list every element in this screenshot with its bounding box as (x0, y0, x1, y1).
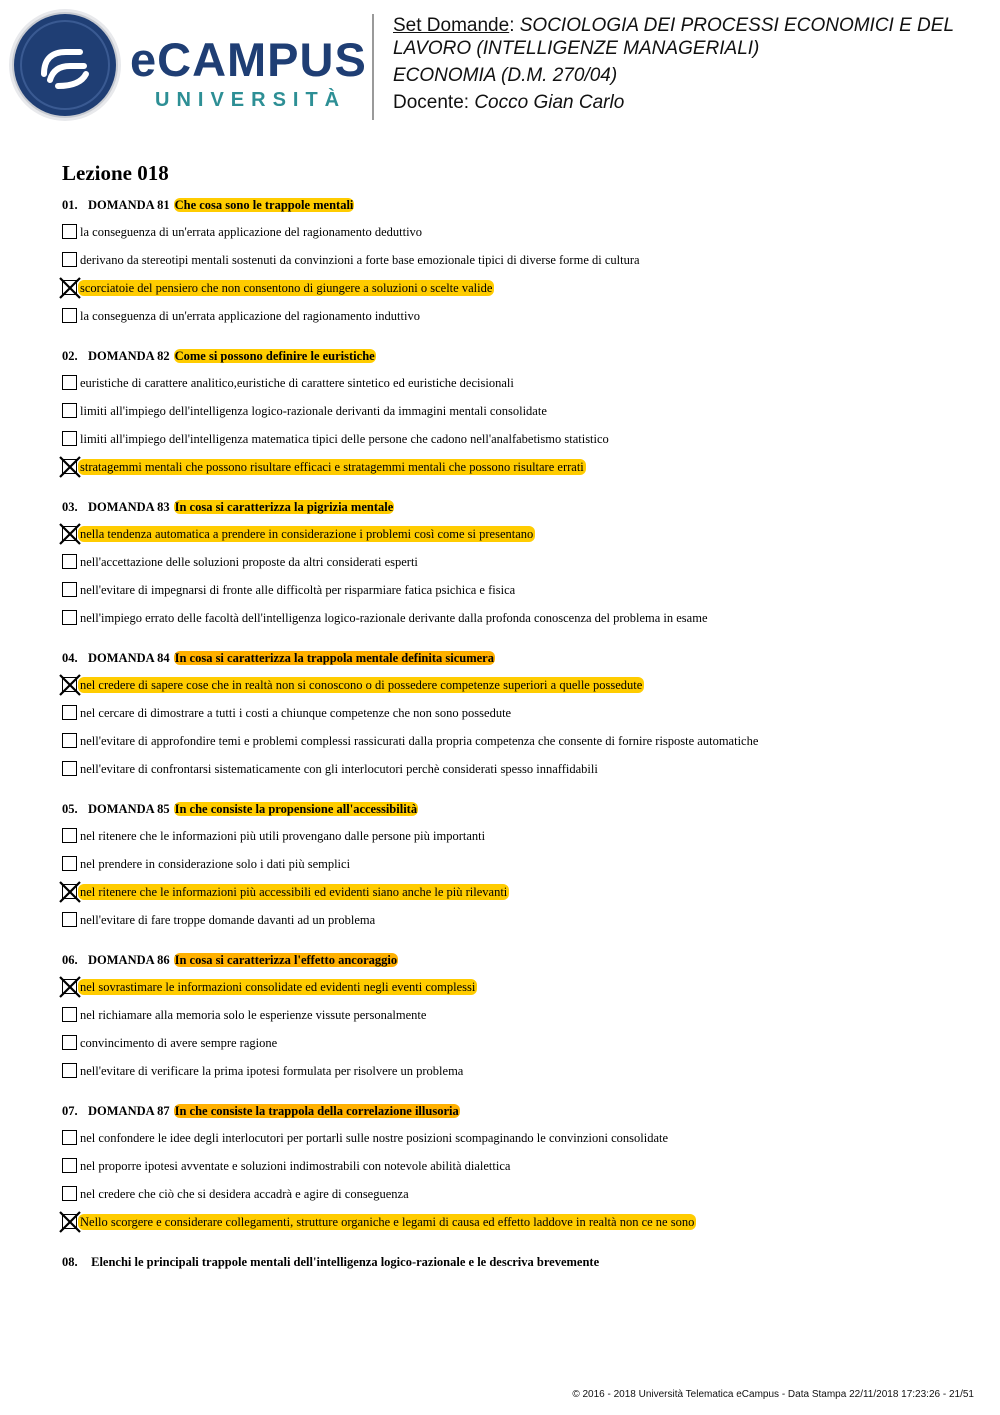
page-header (0, 0, 1000, 130)
checkbox-icon[interactable] (62, 403, 77, 418)
checked-checkbox-icon[interactable] (62, 884, 77, 899)
checkbox-icon[interactable] (62, 431, 77, 446)
question-number: 03. (62, 500, 78, 514)
checkbox-icon[interactable] (62, 828, 77, 843)
checkbox-icon[interactable] (62, 375, 77, 390)
question-text: In che consiste la trappola della correlazione illusoria (174, 1104, 459, 1118)
option-text: Nello scorgere e considerare collegamenti, strutture organiche e legami di causa ed effetto laddove in realtà non ce ne sono (80, 1215, 695, 1229)
question-number: 04. (62, 651, 78, 665)
question-label: DOMANDA 87 (88, 1104, 170, 1118)
checked-checkbox-icon[interactable] (62, 1214, 77, 1229)
checkbox-icon[interactable] (62, 610, 77, 625)
checkbox-icon[interactable] (62, 252, 77, 267)
checked-checkbox-icon[interactable] (62, 979, 77, 994)
checked-checkbox-icon[interactable] (62, 677, 77, 692)
checkbox-icon[interactable] (62, 733, 77, 748)
question-4 (62, 651, 495, 666)
checkbox-icon[interactable] (62, 224, 77, 239)
question-text: In che consiste la propensione all'accessibilità (174, 802, 418, 816)
checkbox-icon[interactable] (62, 582, 77, 597)
question-number: 02. (62, 349, 78, 363)
option-text: nel credere che ciò che si desidera accadrà e agire di conseguenza (80, 1187, 409, 1201)
question-7 (62, 1104, 460, 1119)
question-text: In cosa si caratterizza la trappola mentale definita sicumera (174, 651, 494, 665)
page-footer: © 2016 - 2018 Università Telematica eCampus - Data Stampa 22/11/2018 17:23:26 - 21/51 (572, 1389, 974, 1400)
option-text: nell'evitare di impegnarsi di fronte alle difficoltà per risparmiare fatica psichica e fisica (80, 583, 516, 597)
brand-name: eCAMPUS (130, 33, 367, 86)
question-5 (62, 802, 418, 817)
question-label: DOMANDA 81 (88, 198, 170, 212)
question-text: Che cosa sono le trappole mentali (174, 198, 354, 212)
question-3 (62, 500, 394, 515)
option-text: scorciatoie del pensiero che non consentono di giungere a soluzioni o scelte valide (80, 281, 493, 295)
checkbox-icon[interactable] (62, 912, 77, 927)
question-number: 07. (62, 1104, 78, 1118)
option-text: limiti all'impiego dell'intelligenza matematica tipici delle persone che cadono nell'analfabetismo statistico (80, 432, 609, 446)
option-text: nel proporre ipotesi avventate e soluzioni indimostrabili con notevole abilità dialettica (80, 1159, 511, 1173)
question-number: 06. (62, 953, 78, 967)
checkbox-icon[interactable] (62, 1007, 77, 1022)
question-label: DOMANDA 82 (88, 349, 170, 363)
option-text: nell'evitare di fare troppe domande davanti ad un problema (80, 913, 376, 927)
question-2 (62, 349, 376, 364)
option-text: nel prendere in considerazione solo i dati più semplici (80, 857, 351, 871)
teacher-label: Docente: (393, 92, 475, 113)
option-text: nel sovrastimare le informazioni consolidate ed evidenti negli eventi complessi (80, 980, 476, 994)
option-text: la conseguenza di un'errata applicazione del ragionamento deduttivo (80, 225, 423, 239)
option-text: nell'accettazione delle soluzioni proposte da altri considerati esperti (80, 555, 418, 569)
checkbox-icon[interactable] (62, 705, 77, 720)
brand-subtitle: UNIVERSITÀ (155, 89, 347, 111)
checkbox-icon[interactable] (62, 1063, 77, 1078)
ecampus-logo-icon (14, 14, 116, 116)
option-text: nel cercare di dimostrare a tutti i costi a chiunque competenze che non sono possedute (80, 706, 512, 720)
checkbox-icon[interactable] (62, 308, 77, 323)
checked-checkbox-icon[interactable] (62, 459, 77, 474)
course-title-line2: LAVORO (INTELLIGENZE MANAGERIALI) (393, 38, 760, 59)
open-question (62, 1255, 599, 1270)
question-text: Come si possono definire le euristiche (174, 349, 375, 363)
question-number: 08. (62, 1255, 78, 1269)
course-degree: ECONOMIA (D.M. 270/04) (393, 65, 618, 86)
question-1 (62, 198, 354, 213)
option-text: nell'evitare di verificare la prima ipotesi formulata per risolvere un problema (80, 1064, 464, 1078)
course-info (393, 14, 993, 114)
option-text: nel richiamare alla memoria solo le esperienze vissute personalmente (80, 1008, 427, 1022)
question-6 (62, 953, 398, 968)
question-number: 01. (62, 198, 78, 212)
option-text: derivano da stereotipi mentali sostenuti da convinzioni a forte base emozionale tipici di diverse forme di cultura (80, 253, 640, 267)
checked-checkbox-icon[interactable] (62, 280, 77, 295)
option-text: nel credere di sapere cose che in realtà non si conoscono o di possedere competenze superiori a quelle possedute (80, 678, 643, 692)
question-label: DOMANDA 85 (88, 802, 170, 816)
checkbox-icon[interactable] (62, 856, 77, 871)
question-text: Elenchi le principali trappole mentali dell'intelligenza logico-razionale e le descriva brevemente (91, 1255, 600, 1269)
option-text: nell'impiego errato delle facoltà dell'intelligenza logico-razionale derivante dalla profonda conoscenza del problema in esame (80, 611, 708, 625)
set-separator: : (509, 15, 515, 36)
option-text: nel ritenere che le informazioni più accessibili ed evidenti siano anche le più rilevanti (80, 885, 508, 899)
question-number: 05. (62, 802, 78, 816)
checkbox-icon[interactable] (62, 761, 77, 776)
question-text: In cosa si caratterizza la pigrizia mentale (174, 500, 394, 514)
option-text: nella tendenza automatica a prendere in considerazione i problemi così come si presentano (80, 527, 534, 541)
checkbox-icon[interactable] (62, 1186, 77, 1201)
question-label: DOMANDA 83 (88, 500, 170, 514)
option-text: nel confondere le idee degli interlocutori per portarli sulle nostre posizioni scompaginando le convinzioni consolidate (80, 1131, 669, 1145)
option-text: limiti all'impiego dell'intelligenza logico-razionale derivanti da immagini mentali consolidate (80, 404, 547, 418)
option-text: euristiche di carattere analitico,euristiche di carattere sintetico ed euristiche decisionali (80, 376, 514, 390)
checked-checkbox-icon[interactable] (62, 526, 77, 541)
checkbox-icon[interactable] (62, 1158, 77, 1173)
question-label: DOMANDA 84 (88, 651, 170, 665)
header-divider (372, 14, 374, 120)
option-text: stratagemmi mentali che possono risultare efficaci e stratagemmi mentali che possono risultare errati (80, 460, 584, 474)
course-title-line1: SOCIOLOGIA DEI PROCESSI ECONOMICI E DEL (519, 15, 955, 36)
option-text: nel ritenere che le informazioni più utili provengano dalle persone più importanti (80, 829, 486, 843)
option-text: la conseguenza di un'errata applicazione del ragionamento induttivo (80, 309, 420, 323)
set-label: Set Domande (393, 15, 510, 36)
teacher-name: Cocco Gian Carlo (474, 92, 625, 113)
lesson-title: Lezione 018 (62, 161, 169, 185)
question-label: DOMANDA 86 (88, 953, 170, 967)
option-text: nell'evitare di confrontarsi sistematicamente con gli interlocutori perchè considerati spesso innaffidabili (80, 762, 598, 776)
checkbox-icon[interactable] (62, 1130, 77, 1145)
option-text: convincimento di avere sempre ragione (80, 1036, 278, 1050)
checkbox-icon[interactable] (62, 1035, 77, 1050)
question-text: In cosa si caratterizza l'effetto ancoraggio (174, 953, 398, 967)
option-text: nell'evitare di approfondire temi e problemi complessi rassicurati dalla propria competenza che consente di fornire risposte automatiche (80, 734, 759, 748)
checkbox-icon[interactable] (62, 554, 77, 569)
